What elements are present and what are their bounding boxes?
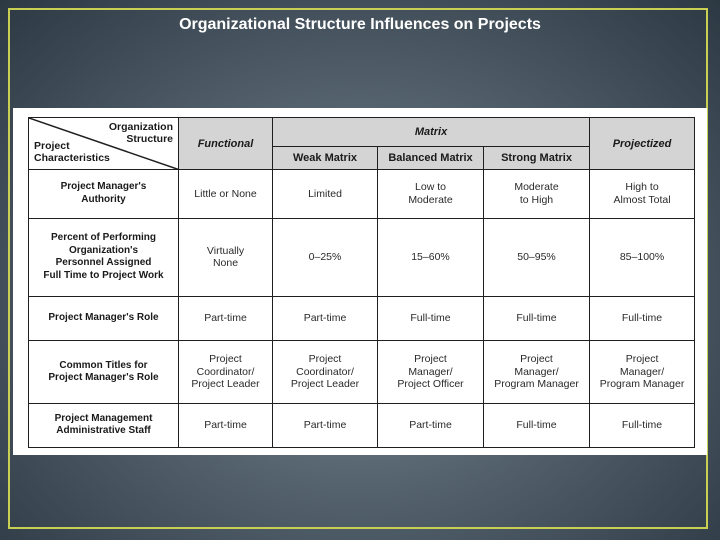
table-cell: Part-time xyxy=(273,297,378,341)
table-cell: Project Manager/ Program Manager xyxy=(590,341,695,403)
table-cell: Part-time xyxy=(179,297,273,341)
table-cell: Full-time xyxy=(590,403,695,447)
col-functional: Functional xyxy=(179,118,273,170)
table-row xyxy=(29,403,695,447)
table-cell: Project Coordinator/ Project Leader xyxy=(273,341,378,403)
table-cell: Project Coordinator/ Project Leader xyxy=(179,341,273,403)
col-balanced-matrix: Balanced Matrix xyxy=(378,147,484,170)
table-row xyxy=(29,170,695,218)
col-weak-matrix: Weak Matrix xyxy=(273,147,378,170)
corner-header xyxy=(29,118,179,170)
table-row xyxy=(29,341,695,403)
table-cell: Full-time xyxy=(484,297,590,341)
table-cell: Moderate to High xyxy=(484,170,590,218)
table-cell: Part-time xyxy=(378,403,484,447)
table-cell: Project Manager/ Project Officer xyxy=(378,341,484,403)
org-structure-table xyxy=(28,117,695,448)
col-projectized: Projectized xyxy=(590,118,695,170)
row-label-authority: Project Manager's Authority xyxy=(29,170,179,218)
corner-project-characteristics: Project Characteristics xyxy=(34,140,110,165)
table-cell: 50–95% xyxy=(484,218,590,296)
table-cell: Little or None xyxy=(179,170,273,218)
slide-title: Organizational Structure Influences on Projects xyxy=(179,16,541,33)
table-row xyxy=(29,218,695,296)
table-cell: Part-time xyxy=(273,403,378,447)
table-cell: Full-time xyxy=(378,297,484,341)
row-label-titles: Common Titles for Project Manager's Role xyxy=(29,341,179,403)
table-cell: 15–60% xyxy=(378,218,484,296)
table-cell: Full-time xyxy=(590,297,695,341)
row-label-admin-staff: Project Management Administrative Staff xyxy=(29,403,179,447)
table-cell: Virtually None xyxy=(179,218,273,296)
table-cell: Project Manager/ Program Manager xyxy=(484,341,590,403)
table-cell: Part-time xyxy=(179,403,273,447)
row-label-personnel: Percent of Performing Organization's Personnel Assigned Full Time to Project Work xyxy=(29,218,179,296)
table-cell: Full-time xyxy=(484,403,590,447)
comparison-table-card xyxy=(13,108,707,455)
table-row xyxy=(29,297,695,341)
col-strong-matrix: Strong Matrix xyxy=(484,147,590,170)
col-group-matrix: Matrix xyxy=(273,118,590,147)
table-cell: 85–100% xyxy=(590,218,695,296)
row-label-role: Project Manager's Role xyxy=(29,297,179,341)
table-cell: Low to Moderate xyxy=(378,170,484,218)
header-row-1 xyxy=(29,118,695,147)
table-cell: Limited xyxy=(273,170,378,218)
table-cell: High to Almost Total xyxy=(590,170,695,218)
corner-organization-structure: Organization Structure xyxy=(108,121,173,145)
table-cell: 0–25% xyxy=(273,218,378,296)
